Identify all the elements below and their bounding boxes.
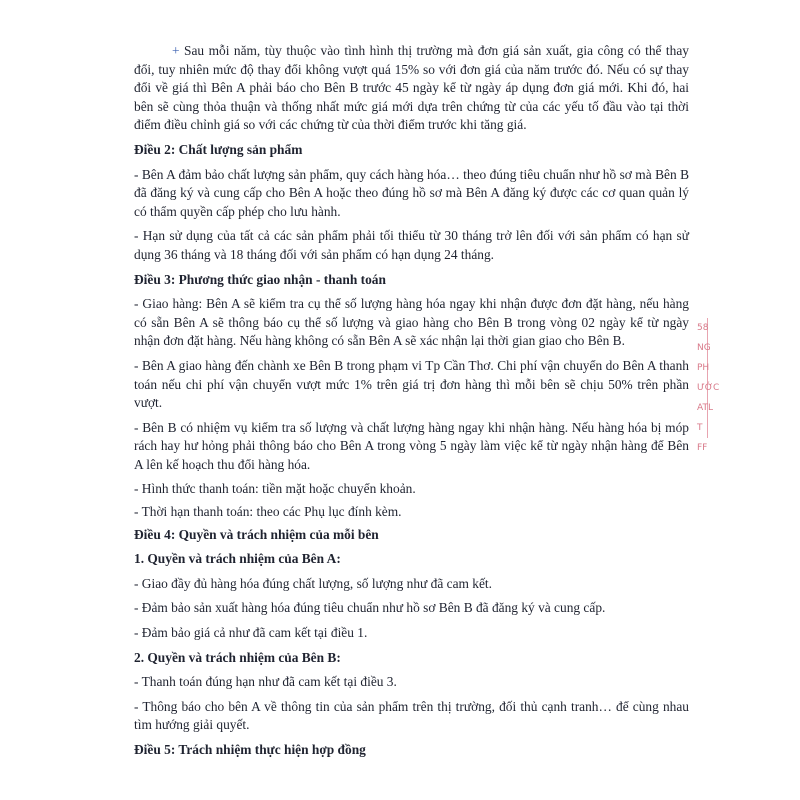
dieu4-subheading-2: 2. Quyền và trách nhiệm của Bên B:: [134, 649, 341, 665]
intro-marker: +: [172, 43, 180, 58]
dieu4-a-item-1: - Giao đầy đủ hàng hóa đúng chất lượng, số lượng như đã cam kết.: [134, 575, 492, 591]
dieu3-paragraph-5: - Thời hạn thanh toán: theo các Phụ lục đính kèm.: [134, 504, 402, 520]
dieu2-paragraph-2: - Hạn sử dụng của tất cả các sản phẩm phải tối thiểu từ 30 tháng trở lên đối với sản phẩm có hạn sử dụng 36 tháng và 18 tháng đối với sản phẩm có hạn dụng 24 tháng.: [134, 228, 689, 262]
document-page: [134, 42, 689, 766]
intro-paragraph: [134, 42, 689, 135]
dieu4-a-item-3: - Đảm bảo giá cả như đã cam kết tại điều 1.: [134, 625, 368, 641]
dieu4-heading: Điều 4: Quyền và trách nhiệm của mỗi bên: [134, 526, 379, 542]
dieu4-b-item-1: - Thanh toán đúng hạn như đã cam kết tại điều 3.: [134, 674, 397, 690]
stamp-line-3: PH: [697, 363, 710, 373]
stamp-line-5: ATL: [697, 403, 713, 413]
stamp-line-6: T: [697, 423, 703, 433]
stamp-line-7: FF: [697, 443, 708, 453]
dieu4-subheading-1: 1. Quyền và trách nhiệm của Bên A:: [134, 551, 341, 567]
dieu2-paragraph-1: - Bên A đảm bảo chất lượng sản phẩm, quy cách hàng hóa… theo đúng tiêu chuẩn như hồ sơ mà Bên B đã đăng ký và cung cấp cho Bên A hoặc theo đúng hồ sơ mà Bên A đăng ký được các cơ quan quản lý có thẩm quyền cấp phép cho lưu hành.: [134, 166, 689, 219]
dieu3-paragraph-4: - Hình thức thanh toán: tiền mặt hoặc chuyển khoản.: [134, 481, 416, 497]
intro-text: Sau mỗi năm, tùy thuộc vào tình hình thị trường mà đơn giá sản xuất, gia công có thể thay đổi, tuy nhiên mức độ thay đổi không vượt quá 15% so với đơn giá của năm trước đó. Nếu có sự thay đổi về giá thì Bên A phải báo cho Bên B trước 45 ngày kể từ ngày áp dụng đơn giá mới. Khi đó, hai bên sẽ cùng thỏa thuận và thống nhất mức giá mới dựa trên chứng từ của các yếu tố đầu vào tại thời điểm điều chỉnh giá so với các chứng từ của thời điểm trước khi tăng giá.: [134, 43, 689, 133]
dieu4-a-item-2: - Đảm bảo sản xuất hàng hóa đúng tiêu chuẩn như hồ sơ Bên B đã đăng ký và cung cấp.: [134, 600, 606, 616]
dieu3-paragraph-1: - Giao hàng: Bên A sẽ kiểm tra cụ thể số lượng hàng hóa ngay khi nhận được đơn đặt hàng, nếu hàng có sẵn Bên A sẽ thông báo cụ thể số lượng và giao hàng cho Bên B trong vòng 02 ngày kể từ ngày nhận đơn đặt hàng. Nếu hàng không có sẵn Bên A sẽ xác nhận lại thời gian giao cho Bên B.: [134, 296, 689, 349]
dieu2-heading: Điều 2: Chất lượng sản phẩm: [134, 141, 303, 157]
dieu3-heading: Điều 3: Phương thức giao nhận - thanh toán: [134, 271, 386, 287]
stamp-line-4: ƯỚC: [697, 383, 720, 393]
dieu4-b-item-2: - Thông báo cho bên A về thông tin của sản phẩm trên thị trường, đối thủ cạnh tranh… để cùng nhau tìm hướng giải quyết.: [134, 698, 689, 733]
dieu3-paragraph-3: - Bên B có nhiệm vụ kiểm tra số lượng và chất lượng hàng ngay khi nhận hàng. Nếu hàng hóa bị móp rách hay hư hỏng phải thông báo cho Bên A trong vòng 5 ngày làm việc kể từ ngày nhận hàng để Bên A lên kế hoạch thu đổi hàng hóa.: [134, 419, 689, 472]
stamp-line-1: 58: [697, 323, 709, 333]
side-stamp: [697, 318, 720, 453]
dieu3-paragraph-2: - Bên A giao hàng đến chành xe Bên B trong phạm vi Tp Cần Thơ. Chi phí vận chuyển do Bên A thanh toán nếu chi phí vận chuyển vượt mức 1% trên giá trị đơn hàng thì mỗi bên sẽ chịu 50% trên phần vượt.: [134, 357, 689, 411]
dieu5-heading: Điều 5: Trách nhiệm thực hiện hợp đồng: [134, 742, 366, 757]
stamp-line-2: NG: [697, 343, 711, 353]
